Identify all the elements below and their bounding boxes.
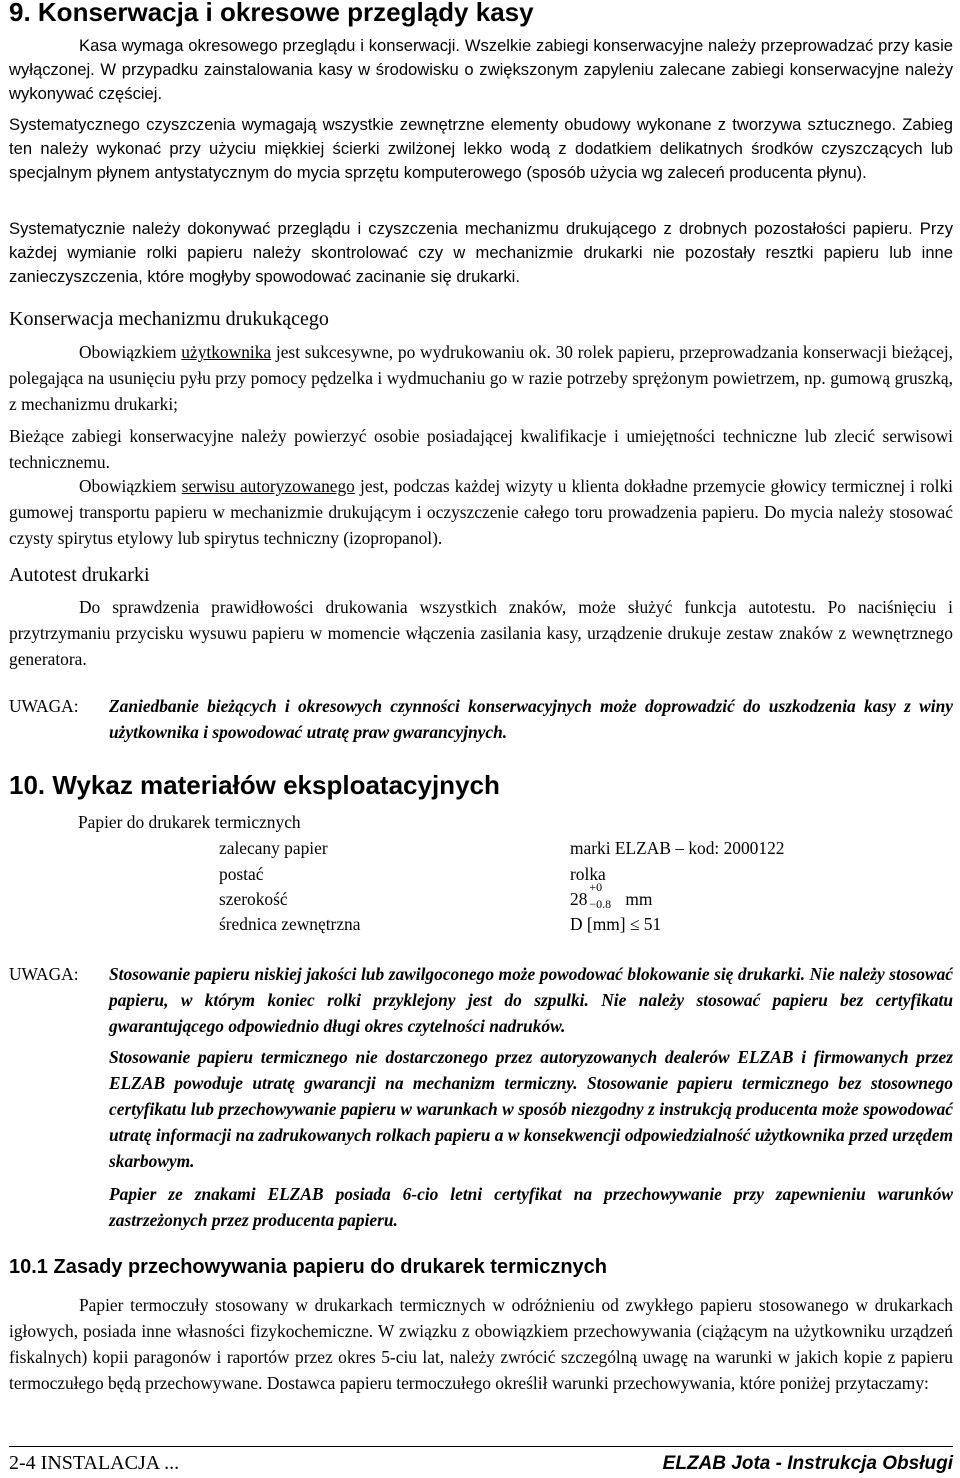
tolerance-lower: −0.8	[589, 897, 612, 911]
materials-row-value: rolka	[570, 864, 606, 884]
autotest-paragraph: Do sprawdzenia prawidłowości drukowania wszystkich znaków, może służyć funkcja autotestu. Po naciśnięciu i przytrzymaniu przycisku wysuwu papieru w momencie włączenia zasilania kasy, urządzenie drukuje zestaw znaków z wewnętrznego generatora.	[9, 597, 953, 669]
materials-row-label: postać	[219, 864, 264, 884]
warning-2-paragraph-1: Stosowanie papieru niskiej jakości lub zawilgoconego może powodować blokowanie się drukarki. Nie należy stosować papieru, w którym koniec rolki przyklejony jest do szpulki. Nie należy stosować papieru bez certyfikatu gwarantującego odpowiednio długi okres czytelności nadruków.	[109, 964, 953, 1036]
warning-2-label: UWAGA:	[9, 964, 79, 984]
section-10-heading: 10. Wykaz materiałów eksploatacyjnych	[9, 770, 500, 800]
section-9-paragraph-2: Systematycznego czyszczenia wymagają wszystkie zewnętrzne elementy obudowy wykonane z tworzywa sztucznego. Zabieg ten należy wykonać przy użyciu miękkiej ścierki zwilżonej lekko wodą z dodatkiem delikatnych środków czyszczących lub specjalnym płynem antystatycznym do mycia sprzętu komputerowego (sposób użycia wg zaleceń producenta płynu).	[9, 115, 953, 182]
autotest-heading: Autotest drukarki	[9, 564, 150, 586]
paper-width-number: 28	[570, 889, 588, 909]
materials-row-value: D [mm] ≤ 51	[570, 914, 662, 934]
paper-width-value	[570, 880, 653, 912]
paragraph-text: Obowiązkiem	[79, 476, 182, 496]
section-9-paragraph-1: Kasa wymaga okresowego przeglądu i konserwacji. Wszelkie zabiegi konserwacyjne należy przeprowadzać przy kasie wyłączonej. W przypadku zainstalowania kasy w środowisku o zwiększonym zapyleniu zalecane zabiegi konserwacyjne należy wykonywać częściej.	[9, 36, 953, 103]
printer-maintenance-heading: Konserwacja mechanizmu drukukącego	[9, 308, 329, 330]
printer-maintenance-paragraph-1	[9, 339, 953, 417]
footer-divider	[9, 1446, 953, 1447]
section-9-heading: 9. Konserwacja i okresowe przeglądy kasy	[9, 0, 534, 27]
materials-row	[0, 880, 960, 912]
materials-row	[0, 835, 960, 861]
paper-width-unit: mm	[625, 889, 653, 909]
materials-row-label: średnica zewnętrzna	[219, 914, 361, 934]
materials-row-value: marki ELZAB – kod: 2000122	[570, 838, 785, 858]
warning-2-paragraph-3: Papier ze znakami ELZAB posiada 6-cio letni certyfikat na przechowywanie przy zapewnieniu warunków zastrzeżonych przez producenta papieru.	[109, 1184, 953, 1230]
footer-manual-title: ELZAB Jota - Instrukcja Obsługi	[662, 1453, 953, 1474]
warning-1-text: Zaniedbanie bieżących i okresowych czynności konserwacyjnych może doprowadzić do uszkodzenia kasy z winy użytkownika i spowodować utratę praw gwarancyjnych.	[109, 696, 953, 742]
materials-row	[0, 911, 960, 937]
paragraph-text: jest, podczas każdej wizyty u klienta dokładne przemycie głowicy termicznej i rolki gumowej transportu papieru w mechanizmie drukującym i oczyszczenie całego toru prowadzenia papieru. Do mycia należy stosować czysty spirytus etylowy lub spirytus techniczny (izopropanol).	[9, 476, 953, 548]
warning-1-label: UWAGA:	[9, 696, 79, 716]
materials-intro: Papier do drukarek termicznych	[78, 812, 301, 832]
paragraph-text: Obowiązkiem	[79, 342, 182, 362]
section-10-1-heading: 10.1 Zasady przechowywania papieru do drukarek termicznych	[9, 1256, 607, 1278]
printer-maintenance-paragraph-2: Bieżące zabiegi konserwacyjne należy powierzyć osobie posiadającej kwalifikacje i umiejętności techniczne lub zlecić serwisowi technicznemu.	[9, 426, 953, 472]
section-9-paragraph-3: Systematycznie należy dokonywać przeglądu i czyszczenia mechanizmu drukującego z drobnych pozostałości papieru. Przy każdej wymianie rolki papieru należy skontrolować czy w mechanizmie drukarki nie pozostały resztki papieru lub inne zanieczyszczenia, które mogłyby spowodować zacinanie się drukarki.	[9, 219, 953, 286]
materials-row-label: szerokość	[219, 889, 288, 909]
printer-maintenance-paragraph-3	[9, 473, 953, 551]
warning-2-paragraph-2: Stosowanie papieru termicznego nie dostarczonego przez autoryzowanych dealerów ELZAB i firmowanych przez ELZAB powoduje utratę gwarancji na mechanizm termiczny. Stosowanie papieru termicznego bez stosownego certyfikatu lub przechowywanie papieru w warunkach w sposób niezgodny z instrukcją producenta może spowodować utratę informacji na zadrukowanych rolkach papieru a w konsekwencji odpowiedzialność użytkownika przed urzędem skarbowym.	[109, 1047, 953, 1171]
footer-page-label: 2-4 INSTALACJA ...	[9, 1452, 180, 1474]
user-underlined-term: użytkownika	[181, 342, 272, 362]
materials-row	[0, 861, 960, 887]
materials-row-label: zalecany papier	[219, 838, 328, 858]
section-10-1-paragraph: Papier termoczuły stosowany w drukarkach termicznych w odróżnieniu od zwykłego papieru stosowanego w drukarkach igłowych, posiada inne własności fizykochemiczne. W związku z obowiązkiem przechowywania (ciążącym na użytkowniku urządzeń fiskalnych) kopii paragonów i raportów przez okres 5-ciu lat, należy zwrócić szczególną uwagę na warunki w jakich kopie z papieru termoczułego będą przechowywane. Dostawca papieru termoczułego określił warunki przechowywania, które poniżej przytaczamy:	[9, 1295, 953, 1393]
tolerance-upper: +0	[589, 880, 603, 894]
authorized-service-underlined-term: serwisu autoryzowanego	[181, 476, 355, 496]
paragraph-text: jest sukcesywne, po wydrukowaniu ok. 30 rolek papieru, przeprowadzania konserwacji bieżącej, polegająca na usunięciu pyłu przy pomocy pędzelka i wydmuchaniu go w razie potrzeby sprężonym powietrzem, np. gumową gruszką, z mechanizmu drukarki;	[9, 342, 953, 414]
paper-width-tolerance	[587, 880, 625, 912]
